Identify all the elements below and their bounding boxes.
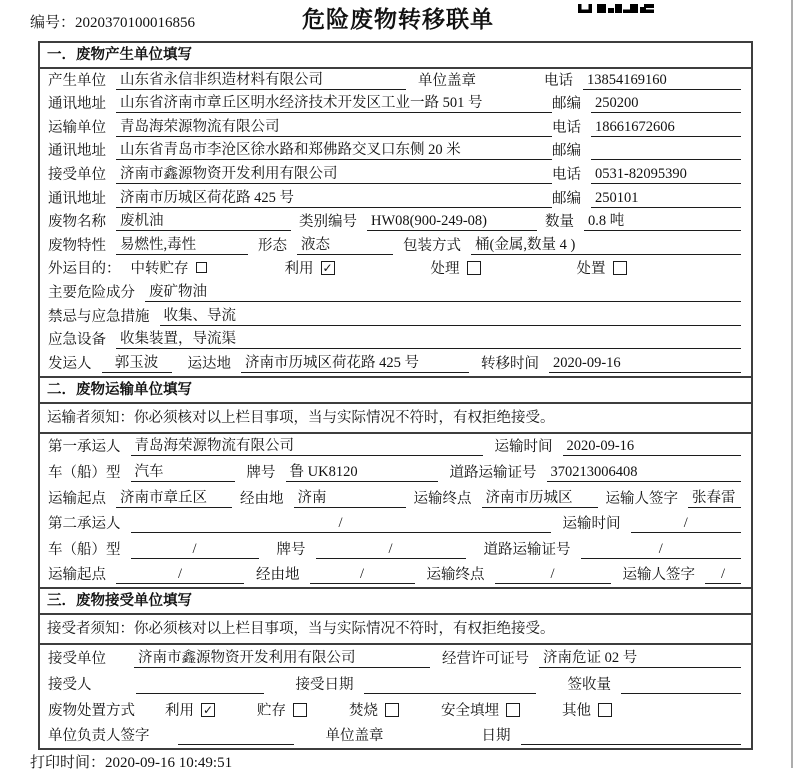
field-value: / [131, 514, 551, 533]
field-label: 邮编 [552, 96, 581, 113]
form-row [40, 93, 751, 117]
field-value: 济南市章丘区 [116, 489, 232, 508]
field-value [521, 726, 742, 745]
checkbox [467, 261, 481, 275]
section-note: 运输者须知：你必须核对以上栏目事项，当与实际情况不符时，有权拒绝接受。 [40, 404, 751, 434]
field-label: 数量 [545, 214, 574, 231]
field-label: 通讯地址 [48, 190, 106, 207]
checkbox-label: 利用 [284, 261, 314, 278]
field-label: 电话 [544, 72, 573, 89]
field-value [136, 675, 264, 694]
field-label: 道路运输证号 [449, 464, 537, 481]
field-value: 山东省济南市章丘区明水经济技术开发区工业一路 501 号 [116, 94, 552, 113]
field-label: 应急设备 [48, 332, 106, 349]
checkbox-group [349, 702, 399, 720]
field-label: 牌号 [246, 464, 276, 481]
field-value: / [310, 565, 415, 584]
field-label: 电话 [552, 166, 581, 183]
field-label: 运达地 [187, 355, 231, 372]
field-value: / [316, 540, 466, 559]
form-row [40, 116, 751, 140]
field-value: 收集装置，导流渠 [116, 330, 741, 349]
checkbox [293, 703, 307, 717]
serial-label: 编号： [30, 15, 76, 31]
form-row [40, 723, 751, 749]
checkbox-label: 其他 [562, 702, 591, 719]
form-row [40, 305, 751, 329]
field-value: 山东省青岛市李沧区徐水路和郑佛路交叉口东侧 20 米 [116, 141, 552, 160]
field-value: 鲁 UK8120 [286, 463, 438, 482]
form-row [40, 434, 751, 460]
field-label: 运输单位 [48, 119, 106, 136]
field-value: 250200 [591, 94, 741, 113]
field-value: 0.8 吨 [584, 212, 741, 231]
field-value: 370213006408 [547, 463, 742, 482]
field-label: 接受单位 [48, 166, 106, 183]
checkbox-label: 中转贮存 [130, 261, 189, 278]
field-value: 济南市历城区荷花路 425 号 [116, 189, 552, 208]
checkbox [385, 703, 399, 717]
print-time-line [30, 751, 232, 772]
form-row [40, 485, 751, 511]
field-label: 接受日期 [295, 676, 354, 693]
form-row [40, 562, 751, 588]
checkbox-group [577, 260, 627, 278]
form-row [40, 671, 751, 697]
field-label: 废物特性 [48, 237, 106, 254]
field-value [364, 675, 536, 694]
field-value: 13854169160 [583, 71, 741, 90]
field-label: 运输起点 [48, 490, 106, 507]
field-label: 发运人 [48, 355, 92, 372]
field-label: 邮编 [552, 190, 581, 207]
field-value: 济南市历城区 [482, 489, 598, 508]
field-label: 电话 [552, 119, 581, 136]
form-row [40, 69, 751, 93]
field-label: 车（船）型 [48, 541, 121, 558]
checkbox-group [431, 260, 481, 278]
checkbox-label: 安全填埋 [441, 702, 499, 719]
field-label: 运输人签字 [622, 567, 695, 584]
field-label: 转移时间 [481, 355, 539, 372]
section-generator [40, 43, 751, 376]
checkbox-group [165, 702, 215, 720]
field-value: 山东省永信非织造材料有限公司 [116, 71, 406, 90]
field-label: 通讯地址 [48, 143, 106, 160]
static-text: 单位盖章 [418, 72, 476, 89]
field-value: 18661672606 [591, 118, 741, 137]
field-label: 包装方式 [403, 237, 461, 254]
field-label: 类别编号 [299, 214, 357, 231]
checkbox-checked: ✓ [202, 702, 214, 717]
serial-number: 2020370100016856 [75, 15, 196, 31]
print-time-value: 2020-09-16 10:49:51 [105, 755, 233, 771]
field-label: 第二承运人 [48, 516, 121, 533]
field-label: 接受单位 [48, 651, 106, 668]
field-label: 运输时间 [494, 439, 553, 456]
field-label: 运输终点 [426, 567, 485, 584]
field-label: 运输终点 [413, 490, 472, 507]
form-row [40, 511, 751, 537]
checkbox-label: 焚烧 [349, 702, 378, 719]
checkbox-label: 贮存 [257, 702, 286, 719]
field-value: 易燃性,毒性 [116, 236, 248, 255]
field-value: / [495, 565, 611, 584]
field-value: 汽车 [131, 463, 235, 482]
field-value: 张春雷 [688, 489, 741, 508]
field-label: 经由地 [240, 490, 284, 507]
section-transporter [40, 376, 751, 588]
form-row [40, 536, 751, 562]
checkbox-group [562, 702, 612, 720]
field-label: 经营许可证号 [442, 651, 529, 668]
field-value: 桶(金属,数量 4 ) [471, 236, 741, 255]
field-value [621, 675, 741, 694]
form-row [40, 459, 751, 485]
form-row [40, 211, 751, 235]
field-label: 禁忌与应急措施 [48, 308, 150, 325]
form-row [40, 697, 751, 723]
section-receiver [40, 587, 751, 748]
field-value: / [581, 540, 742, 559]
field-value: HW08(900-249-08) [367, 212, 537, 231]
field-value: 0531-82095390 [591, 165, 741, 184]
field-label: 产生单位 [48, 72, 106, 89]
field-value: 济南市鑫源物资开发利用有限公司 [116, 165, 552, 184]
field-label: 通讯地址 [48, 96, 106, 113]
manifest-form [38, 41, 753, 750]
form-row [40, 258, 751, 282]
field-label: 牌号 [276, 541, 306, 558]
field-value: 废机油 [116, 212, 291, 231]
field-value: 废矿物油 [145, 283, 741, 302]
field-value: 济南危证 02 号 [539, 649, 741, 668]
field-label: 车（船）型 [48, 464, 121, 481]
scan-page-edge [791, 0, 793, 768]
field-value: 济南市历城区荷花路 425 号 [241, 354, 469, 373]
form-row [40, 187, 751, 211]
checkbox [506, 703, 520, 717]
field-value: 青岛海荣源物流有限公司 [131, 437, 483, 456]
form-row [40, 234, 751, 258]
checkbox [598, 703, 612, 717]
field-label: 运输时间 [562, 516, 621, 533]
field-label: 第一承运人 [48, 439, 121, 456]
field-label: 废物名称 [48, 214, 106, 231]
checkbox-label: 利用 [165, 702, 194, 719]
print-time-label: 打印时间： [30, 755, 106, 771]
field-value [591, 141, 741, 160]
field-label: 接受人 [48, 676, 92, 693]
checkbox-group [131, 260, 207, 278]
checkbox [196, 262, 207, 273]
section-title: 三．废物接受单位填写 [40, 587, 751, 615]
field-value: 2020-09-16 [563, 437, 742, 456]
field-label: 废物处置方式 [48, 702, 135, 719]
field-value: 济南 [294, 489, 406, 508]
checkbox-group [257, 702, 307, 720]
field-label: 运输人签字 [605, 490, 678, 507]
checkbox-label: 处置 [576, 261, 606, 278]
field-value: 2020-09-16 [549, 354, 741, 373]
field-value: 收集、导流 [160, 307, 742, 326]
checkbox-label: 处理 [430, 261, 460, 278]
field-label: 邮编 [552, 143, 581, 160]
qr-code-fragment-icon [578, 0, 654, 18]
checkbox-group [441, 702, 520, 720]
field-label: 形态 [258, 237, 287, 254]
field-label: 外运目的： [48, 261, 121, 278]
section-note: 接受者须知：你必须核对以上栏目事项，当与实际情况不符时，有权拒绝接受。 [40, 615, 751, 645]
field-value: 郭玉波 [102, 354, 172, 373]
field-label: 签收量 [567, 676, 611, 693]
field-value: 青岛海荣源物流有限公司 [116, 118, 552, 137]
field-label: 日期 [481, 728, 511, 745]
page-title: 危险废物转移联单 [302, 7, 494, 33]
section-title: 一．废物产生单位填写 [40, 43, 751, 69]
field-label: 运输起点 [48, 567, 106, 584]
section-title: 二．废物运输单位填写 [40, 376, 751, 404]
field-label: 主要危险成分 [48, 284, 135, 301]
field-value: 250101 [591, 189, 741, 208]
checkbox-group [285, 260, 335, 278]
field-label: 经由地 [256, 567, 300, 584]
form-row [40, 163, 751, 187]
form-row [40, 281, 751, 305]
form-row [40, 329, 751, 353]
form-row [40, 352, 751, 376]
checkbox [613, 261, 627, 275]
field-value: / [131, 540, 259, 559]
checkbox-checked: ✓ [322, 261, 333, 276]
field-value [178, 726, 294, 745]
field-value: / [116, 565, 244, 584]
field-label: 道路运输证号 [483, 541, 571, 558]
field-value: 液态 [297, 236, 393, 255]
field-label: 单位负责人签字 [48, 728, 150, 745]
field-value: / [631, 514, 742, 533]
form-row [40, 645, 751, 671]
field-value: / [705, 565, 741, 584]
form-row [40, 140, 751, 164]
static-text: 单位盖章 [325, 728, 384, 745]
field-value: 济南市鑫源物资开发利用有限公司 [134, 649, 430, 668]
